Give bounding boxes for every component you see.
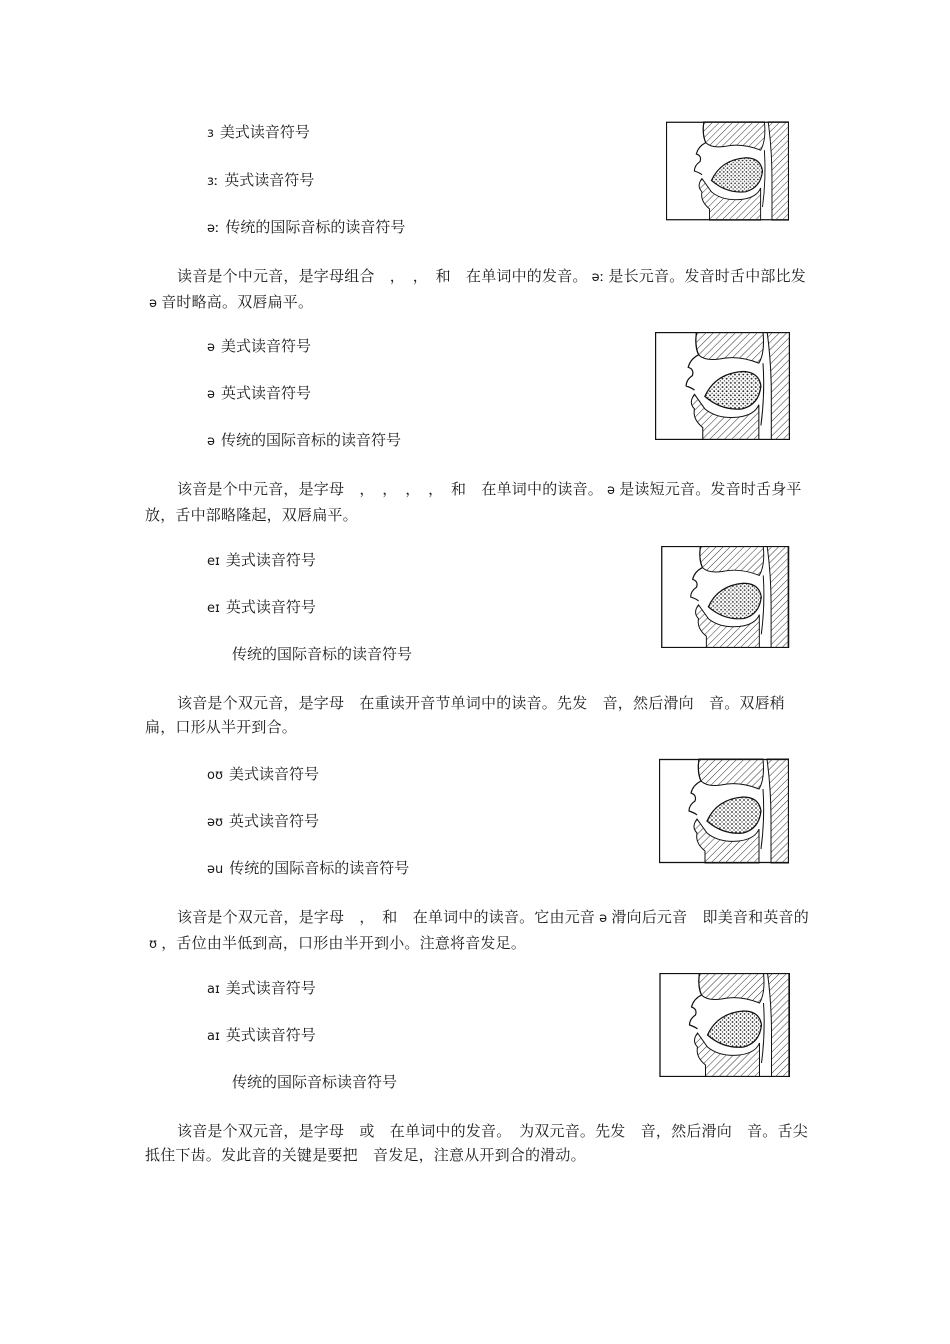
- paragraph-text: 该音是个双元音，是字母 ， 和 在单词中的读音。它由元音: [177, 908, 596, 926]
- mouth-cross-section-icon: [659, 758, 789, 864]
- mouth-cross-section-icon: [655, 332, 790, 440]
- paragraph-text: ，舌位由半低到高，口形由半开到小。注意将音发足。: [161, 934, 527, 952]
- phonetic-symbol: eɪ: [207, 554, 220, 569]
- phonetic-line: [207, 1026, 316, 1046]
- phonetic-symbol: əː: [207, 221, 220, 236]
- mouth-cross-section-icon: [659, 973, 790, 1077]
- phonetic-symbol: ʊ: [149, 937, 158, 952]
- phonetic-label: 英式读音符号: [225, 1026, 316, 1044]
- phonetic-symbol: eɪ: [207, 601, 220, 616]
- description-paragraph: [145, 1119, 810, 1167]
- description-paragraph: [145, 691, 810, 739]
- paragraph-text: 滑向后元音 即美音和英音的: [611, 908, 809, 926]
- paragraph-text: 该音是个双元音，是字母 或 在单词中的发音。 为双元音。先发 音，然后滑向 音。舌尖抵住下齿。发此音的关键是要把 音发足，注意从开到合的滑动。: [145, 1122, 808, 1164]
- phonetic-label: 英式读音符号: [229, 812, 320, 830]
- phonetic-line: [207, 551, 316, 571]
- paragraph-text: 是读短元音。发音时舌身平放，舌中部略隆起，双唇扁平。: [145, 480, 802, 524]
- phonetic-label: 传统的国际音标的读音符号: [225, 218, 406, 236]
- phonetic-label: 美式读音符号: [225, 551, 316, 569]
- phonetic-line: [207, 812, 319, 832]
- phonetic-symbol: əu: [207, 862, 224, 877]
- phonetic-line: [207, 859, 409, 879]
- phonetic-label: 英式读音符号: [225, 598, 316, 616]
- phonetic-line: [207, 123, 310, 143]
- phonetic-label: 传统的国际音标的读音符号: [221, 431, 402, 449]
- phonetic-label: 传统的国际音标的读音符号: [232, 645, 413, 663]
- phonetic-label: 英式读音符号: [221, 384, 312, 402]
- paragraph-text: 读音是个中元音，是字母组合 ， ， 和 在单词中的发音。: [177, 267, 588, 285]
- phonetic-symbol: ɜ: [207, 126, 214, 141]
- paragraph-text: 音时略高。双唇扁平。: [161, 293, 314, 311]
- phonetic-symbol: ə: [599, 911, 608, 926]
- description-paragraph: [145, 477, 810, 527]
- phonetic-symbol: aɪ: [207, 1029, 220, 1044]
- phonetic-label: 传统的国际音标读音符号: [232, 1073, 398, 1091]
- phonetic-label: 美式读音符号: [228, 765, 319, 783]
- phonetic-symbol: ə: [207, 340, 215, 355]
- phonetic-symbol: əʊ: [207, 815, 224, 830]
- phonetic-line: [207, 384, 311, 404]
- phonetic-line: [207, 171, 314, 191]
- paragraph-text: 该音是个双元音，是字母 在重读开音节单词中的读音。先发 音，然后滑向 音。双唇稍扁，口形从半开到合。: [145, 694, 786, 736]
- phonetic-line: [207, 979, 316, 999]
- phonetic-symbol: ə: [207, 387, 215, 402]
- phonetic-label: 美式读音符号: [225, 979, 316, 997]
- phonetic-line: [207, 218, 405, 238]
- phonetic-symbol: ə: [149, 296, 158, 311]
- mouth-cross-section-icon: [660, 546, 790, 648]
- phonetic-symbol: ə: [607, 483, 616, 498]
- phonetic-label: 传统的国际音标的读音符号: [229, 859, 410, 877]
- phonetic-symbol: ɜː: [207, 174, 219, 189]
- phonetic-label: 英式读音符号: [224, 171, 315, 189]
- phonetic-line: [207, 337, 311, 357]
- phonetic-label: 美式读音符号: [221, 337, 312, 355]
- mouth-cross-section-icon: [666, 120, 789, 222]
- phonetic-line: [207, 598, 316, 618]
- paragraph-text: 是长元音。发音时舌中部比发: [608, 267, 806, 285]
- phonetic-line: [207, 765, 319, 785]
- phonetic-line: [232, 645, 412, 663]
- phonetic-line: [232, 1073, 397, 1091]
- paragraph-text: 该音是个中元音，是字母 ， ， ， ， 和 在单词中的读音。: [177, 480, 604, 498]
- phonetic-symbol: ə: [207, 434, 215, 449]
- phonetic-line: [207, 431, 401, 451]
- description-paragraph: [145, 905, 810, 957]
- phonetic-label: 美式读音符号: [219, 123, 310, 141]
- phonetic-symbol: aɪ: [207, 982, 220, 997]
- description-paragraph: [145, 264, 810, 316]
- phonetic-symbol: oʊ: [207, 768, 223, 783]
- phonetic-symbol: əː: [591, 270, 605, 285]
